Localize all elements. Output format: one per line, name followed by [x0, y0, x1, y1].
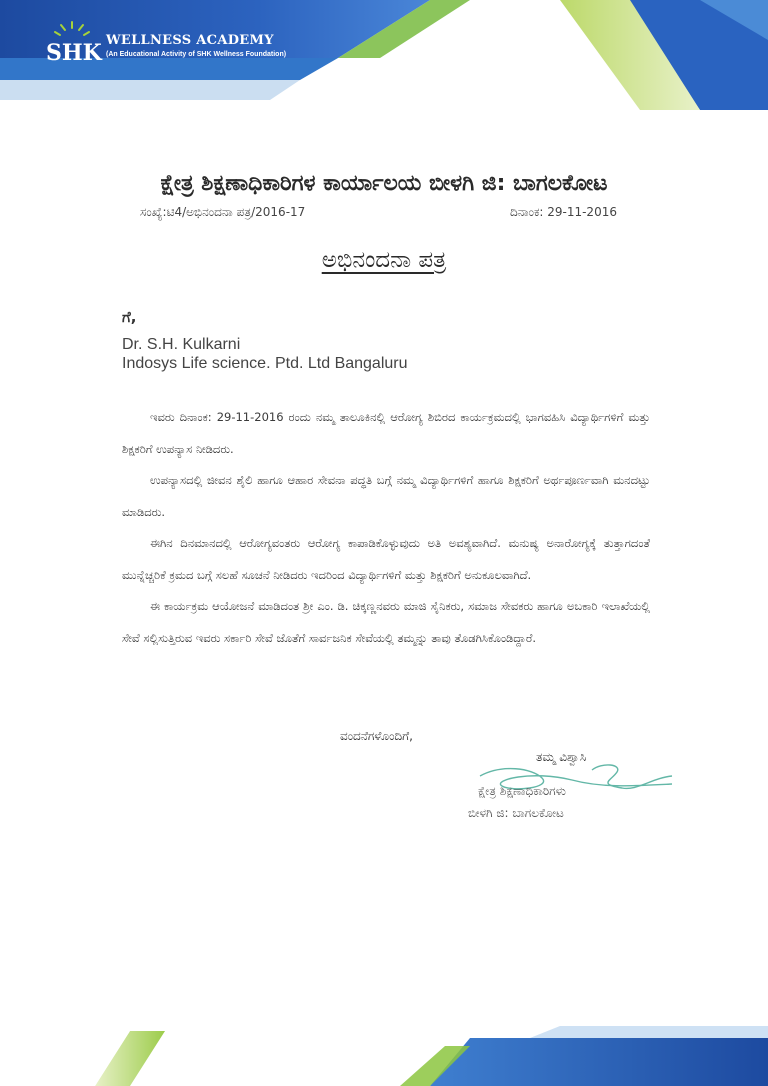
logo-subtitle: (An Educational Activity of SHK Wellness Foundation) [106, 51, 287, 58]
letter-body [122, 402, 650, 654]
closing-regards: ವಂದನೆಗಳೊಂದಿಗೆ, [340, 729, 413, 743]
logo [44, 20, 344, 80]
paragraph-4: ಈ ಕಾರ್ಯಕ್ರಮ ಆಯೋಜನೆ ಮಾಡಿದಂತ ಶ್ರೀ ಎಂ. ಡಿ. ಚಿಕ್ಕಣ್ಣನವರು ಮಾಜಿ ಸೈನಿಕರು, ಸಮಾಜ ಸೇವಕರು ಹಾಗೂ ಅಬಕಾರಿ ಇಲಾಖೆಯಲ್ಲಿ ಸೇವೆ ಸಲ್ಲಿಸುತ್ತಿರುವ ಇವರು ಸರ್ಕಾರಿ ಸೇವೆ ಜೊತೆಗೆ ಸಾರ್ವಜನಿಕ ಸೇವೆಯಲ್ಲಿ ತಮ್ಮನ್ನು ತಾವು ತೊಡಗಿಸಿಕೊಂಡಿದ್ದಾರೆ. [122, 599, 650, 645]
letter-title [0, 247, 768, 273]
reference-number: ಸಂಖ್ಯೆ:ಟಿ4/ಅಭಿನಂದನಾ ಪತ್ರ/2016-17 [140, 205, 306, 219]
salutation: ಗೆ, [122, 308, 137, 326]
paragraph-3: ಈಗಿನ ದಿನಮಾನದಲ್ಲಿ ಆರೋಗ್ಯವಂತರು ಆರೋಗ್ಯ ಕಾಪಾಡಿಕೊಳ್ಳುವುದು ಅತಿ ಅವಶ್ಯವಾಗಿದೆ. ಮನುಷ್ಯ ಅನಾರೋಗ್ಯಕ್ಕೆ ತುತ್ತಾಗದಂತೆ ಮುನ್ನೆಚ್ಚರಿಕೆ ಕ್ರಮದ ಬಗ್ಗೆ ಸಲಹೆ ಸೂಚನೆ ನೀಡಿದರು ಇದರಿಂದ ವಿದ್ಯಾರ್ಥಿಗಳಿಗೆ ಮತ್ತು ಶಿಕ್ಷಕರಿಗೆ ಅನುಕೂಲವಾಗಿದೆ. [122, 536, 650, 582]
letter-date: ದಿನಾಂಕ: 29-11-2016 [510, 205, 617, 219]
paragraph-2: ಉಪನ್ಯಾಸದಲ್ಲಿ ಜೀವನ ಶೈಲಿ ಹಾಗೂ ಆಹಾರ ಸೇವನಾ ಪದ್ಧತಿ ಬಗ್ಗೆ ನಮ್ಮ ವಿದ್ಯಾರ್ಥಿಗಳಿಗೆ ಹಾಗೂ ಶಿಕ್ಷಕರಿಗೆ ಅರ್ಥಪೂರ್ಣವಾಗಿ ಮನದಟ್ಟು ಮಾಡಿದರು. [122, 473, 650, 519]
footer-banner [0, 1026, 768, 1086]
shk-logo-icon [44, 20, 104, 76]
signatory-designation: ಕ್ಷೇತ್ರ ಶಿಕ್ಷಣಾಧಿಕಾರಿಗಳು [478, 784, 566, 798]
paragraph-1: ಇವರು ದಿನಾಂಕ: 29-11-2016 ರಂದು ನಮ್ಮ ತಾಲೂಕಿನಲ್ಲಿ ಆರೋಗ್ಯ ಶಿಬಿರದ ಕಾರ್ಯಕ್ರಮದಲ್ಲಿ ಭಾಗವಹಿಸಿ ವಿದ್ಯಾರ್ಥಿಗಳಿಗೆ ಮತ್ತು ಶಿಕ್ಷಕರಿಗೆ ಉಪನ್ಯಾಸ ನೀಡಿದರು. [122, 410, 650, 456]
logo-title: WELLNESS ACADEMY [106, 33, 274, 48]
letter-title-text: ಅಭಿನಂದನಾ ಪತ್ರ [321, 247, 447, 273]
signature-scribble [472, 758, 682, 808]
logo-mark-text: SHK [46, 40, 102, 66]
signatory-place: ಬೀಳಗಿ ಜಿ: ಬಾಗಲಕೋಟ [468, 806, 564, 820]
closing-yours: ತಮ್ಮ ವಿಶ್ವಾಸಿ [536, 750, 587, 764]
recipient-name: Dr. S.H. Kulkarni [122, 336, 241, 353]
office-name: ಕ್ಷೇತ್ರ ಶಿಕ್ಷಣಾಧಿಕಾರಿಗಳ ಕಾರ್ಯಾಲಯ ಬೀಳಗಿ ಜಿ: ಬಾಗಲಕೋಟ [160, 171, 608, 196]
recipient-organization: Indosys Life science. Ptd. Ltd Bangaluru [122, 355, 408, 372]
